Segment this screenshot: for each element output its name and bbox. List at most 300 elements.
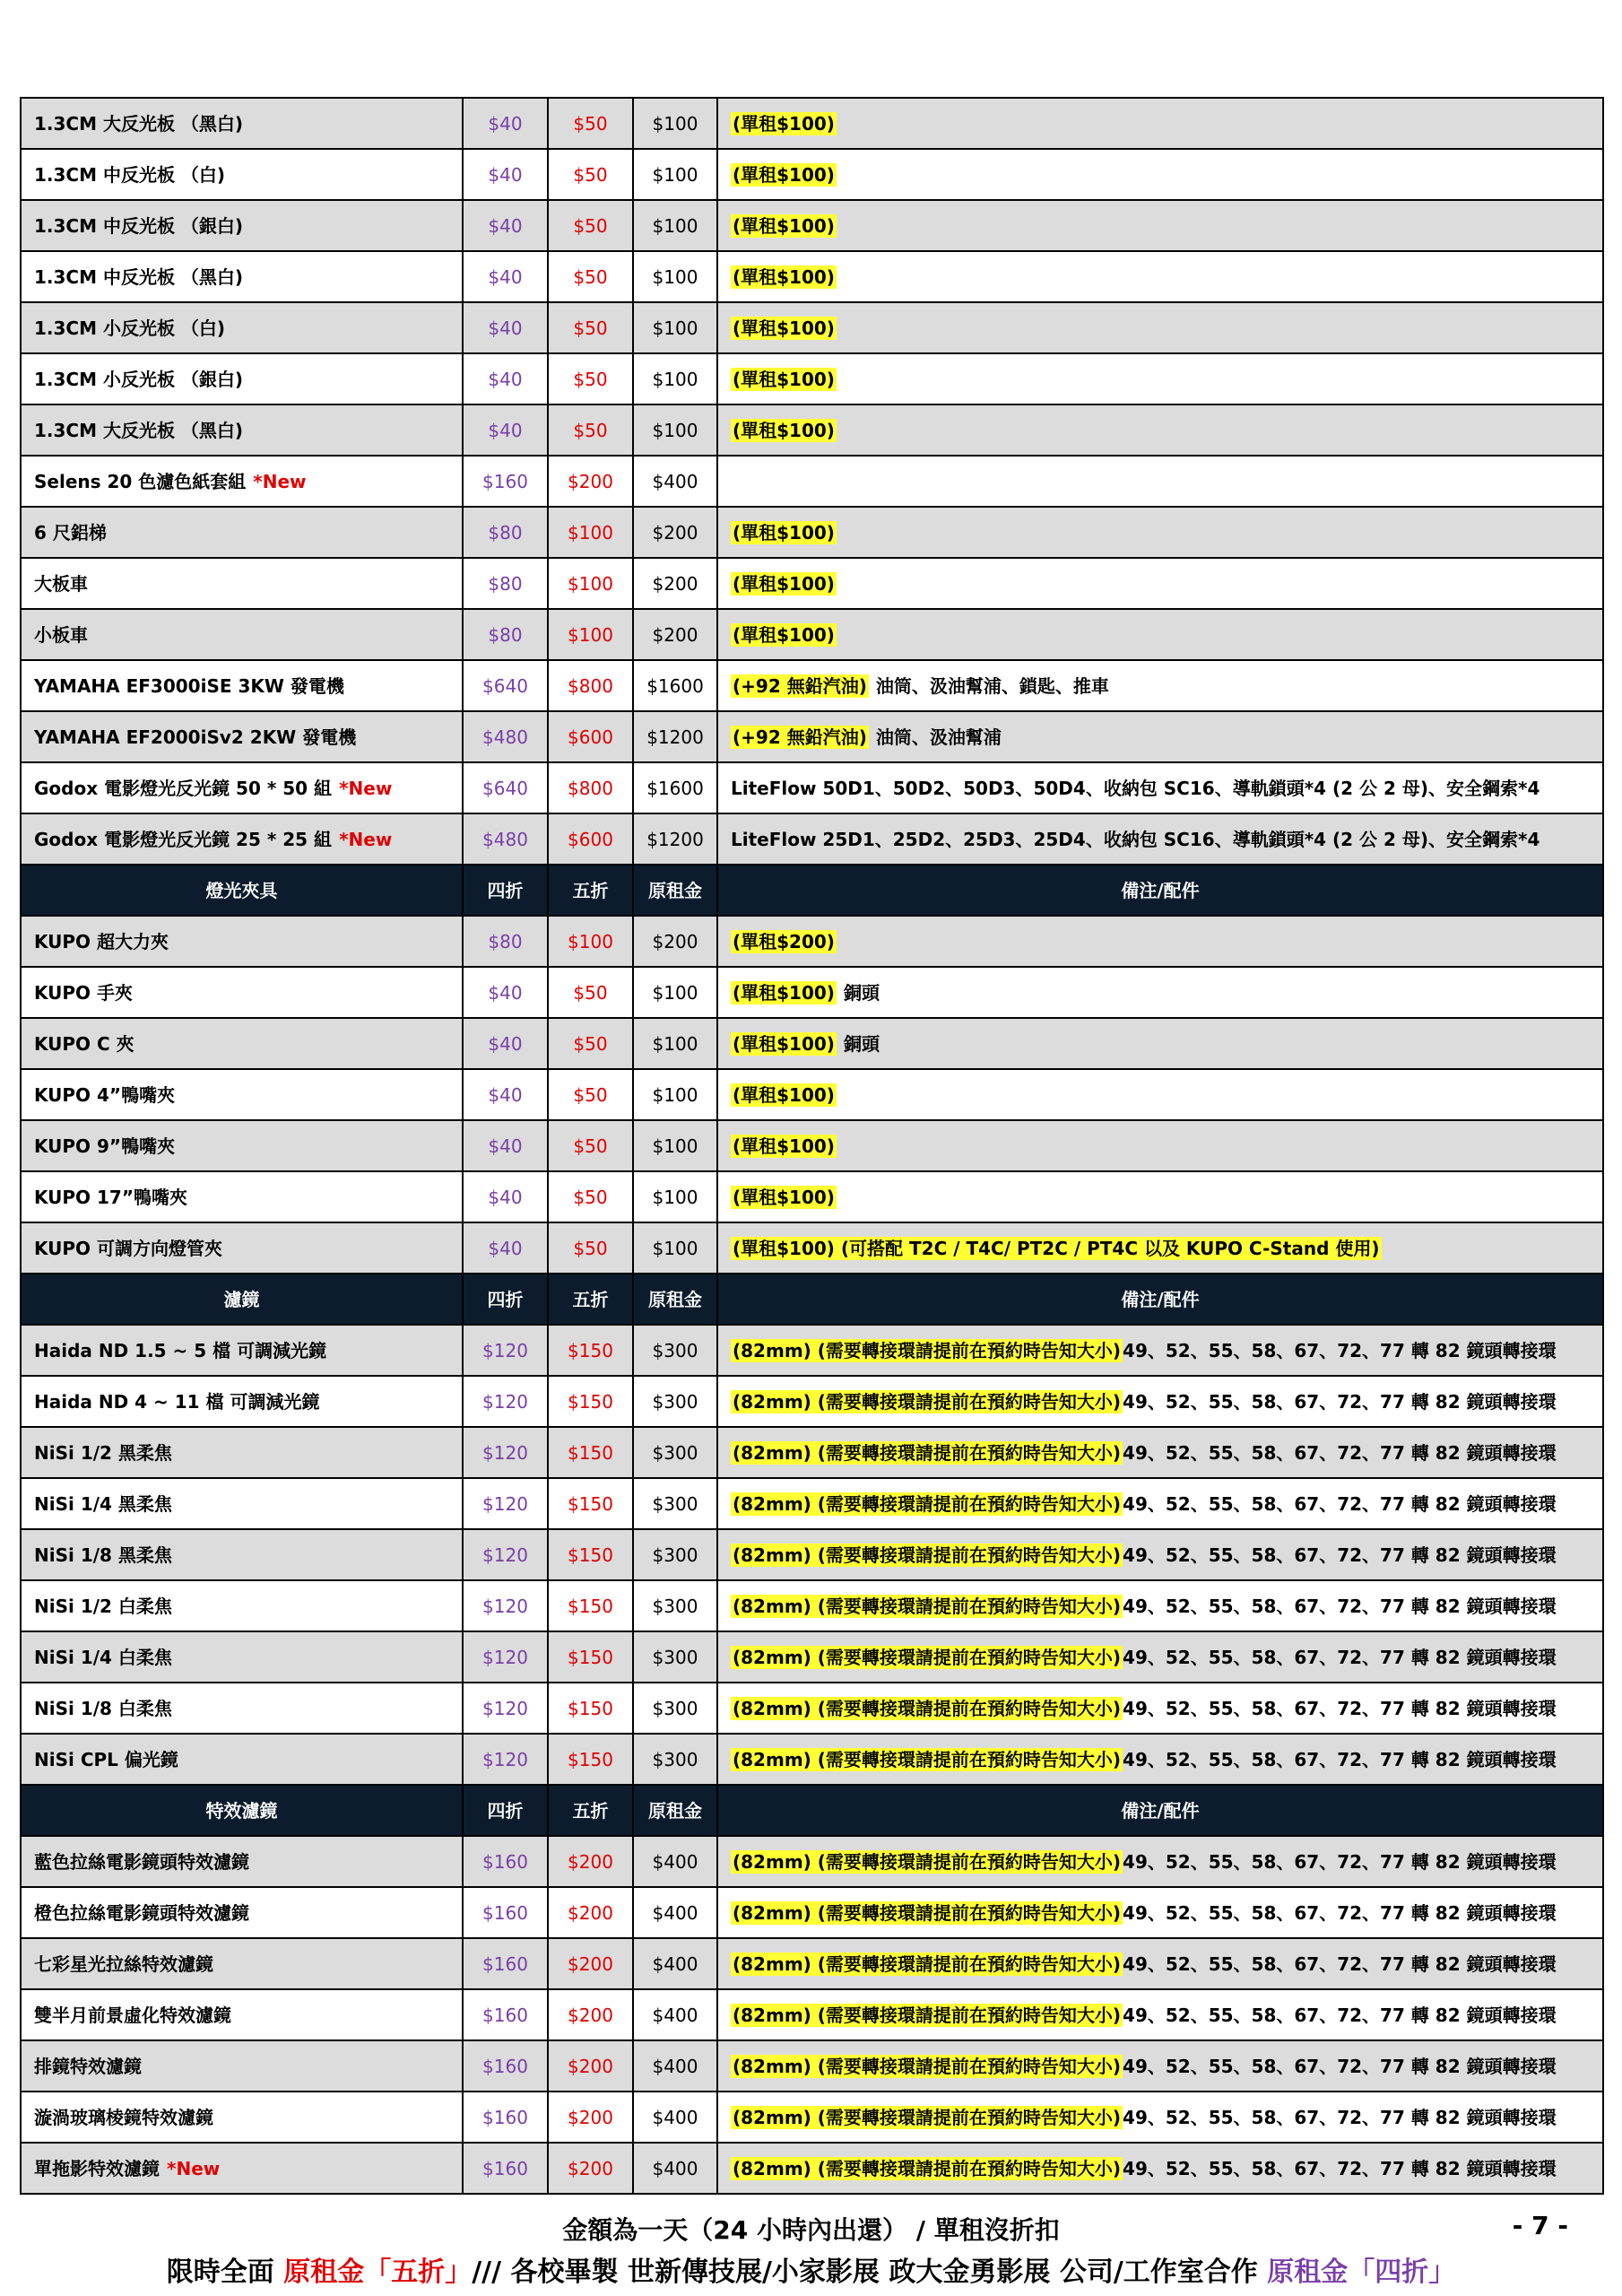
price-40-percent: $40	[463, 967, 548, 1018]
price-40-percent: $80	[463, 916, 548, 967]
notes-cell	[717, 1631, 1603, 1683]
price-50-percent: $100	[548, 916, 633, 967]
highlighted-note: (82mm) (需要轉接環請提前在預約時告知大小)	[733, 2055, 1122, 2077]
table-row	[21, 711, 1603, 762]
price-50-percent: $150	[548, 1734, 633, 1785]
table-row	[21, 660, 1603, 711]
item-name: KUPO C 夾	[34, 1032, 134, 1055]
price-40-percent: $160	[463, 1989, 548, 2040]
column-header-original-price: 原租金	[633, 865, 717, 916]
price-50-percent: $200	[548, 1938, 633, 1989]
notes-cell	[717, 1376, 1603, 1427]
item-name-cell	[21, 1376, 463, 1427]
price-50-percent: $100	[548, 507, 633, 558]
notes-cell	[717, 609, 1603, 660]
table-row	[21, 1427, 1603, 1478]
item-name-cell	[21, 1222, 463, 1274]
price-50-percent: $200	[548, 456, 633, 507]
price-40-percent: $120	[463, 1580, 548, 1631]
table-row	[21, 302, 1603, 353]
item-name-cell	[21, 1734, 463, 1785]
notes-cell	[717, 2143, 1603, 2194]
price-40-percent: $480	[463, 813, 548, 865]
price-40-percent: $160	[463, 1836, 548, 1887]
price-50-percent: $150	[548, 1478, 633, 1529]
price-50-percent: $200	[548, 2143, 633, 2194]
table-row	[21, 1478, 1603, 1529]
highlighted-note: (82mm) (需要轉接環請提前在預約時告知大小)	[733, 1901, 1122, 1924]
column-header-40-percent: 四折	[463, 1274, 548, 1325]
item-name-cell	[21, 2040, 463, 2092]
item-name: 1.3CM 中反光板 （黑白)	[34, 265, 244, 288]
notes-cell	[717, 711, 1603, 762]
notes-cell	[717, 98, 1603, 149]
column-header-original-price: 原租金	[633, 1785, 717, 1836]
price-40-percent: $160	[463, 2040, 548, 2092]
price-original: $400	[633, 2092, 717, 2143]
table-body	[21, 98, 1603, 2194]
price-40-percent: $40	[463, 1018, 548, 1069]
item-name: KUPO 可調方向燈管夾	[34, 1237, 223, 1259]
accessory-note: 油筒、汲油幫浦	[875, 726, 1002, 748]
highlighted-note: (單租$100)	[733, 368, 835, 390]
item-name-cell	[21, 1836, 463, 1887]
notes-cell	[717, 1836, 1603, 1887]
item-name: 雙半月前景虛化特效濾鏡	[34, 2004, 231, 2026]
notes-cell	[717, 404, 1603, 456]
price-original: $400	[633, 2040, 717, 2092]
price-original: $200	[633, 916, 717, 967]
item-name: 小板車	[34, 623, 88, 646]
item-name: KUPO 9”鴨嘴夾	[34, 1135, 176, 1157]
price-50-percent: $150	[548, 1427, 633, 1478]
notes-cell	[717, 1989, 1603, 2040]
item-name-cell	[21, 251, 463, 302]
accessory-note: 銅頭	[843, 1032, 880, 1055]
table-row	[21, 1376, 1603, 1427]
notes-cell	[717, 149, 1603, 200]
price-40-percent: $120	[463, 1376, 548, 1427]
section-title: 燈光夾具	[21, 865, 463, 916]
price-original: $400	[633, 1989, 717, 2040]
price-original: $300	[633, 1325, 717, 1376]
notes-cell	[717, 558, 1603, 609]
accessory-note: LiteFlow 50D1、50D2、50D3、50D4、收納包 SC16、導軌鎖頭*4 (2 公 2 母)、安全鋼索*4	[731, 777, 1540, 799]
table-row	[21, 1989, 1603, 2040]
notes-cell	[717, 813, 1603, 865]
notes-cell	[717, 456, 1603, 507]
price-40-percent: $640	[463, 660, 548, 711]
new-badge: *New	[167, 2157, 221, 2179]
highlighted-note: (82mm) (需要轉接環請提前在預約時告知大小)	[733, 1441, 1122, 1464]
price-40-percent: $40	[463, 251, 548, 302]
section-title: 濾鏡	[21, 1274, 463, 1325]
page-number: - 7 -	[1512, 2211, 1568, 2240]
highlighted-note: (單租$100)	[733, 981, 835, 1004]
price-50-percent: $150	[548, 1325, 633, 1376]
table-row	[21, 98, 1603, 149]
item-name-cell	[21, 149, 463, 200]
price-40-percent: $120	[463, 1734, 548, 1785]
highlighted-note: (單租$100)	[733, 112, 835, 135]
table-row	[21, 2143, 1603, 2194]
notes-cell	[717, 251, 1603, 302]
price-original: $100	[633, 251, 717, 302]
price-40-percent: $40	[463, 1171, 548, 1222]
table-row	[21, 1171, 1603, 1222]
price-original: $100	[633, 302, 717, 353]
price-original: $100	[633, 1018, 717, 1069]
item-name: NiSi 1/2 白柔焦	[34, 1595, 172, 1617]
item-name: 1.3CM 中反光板 （銀白)	[34, 214, 244, 237]
table-row	[21, 1938, 1603, 1989]
item-name: 1.3CM 中反光板 （白)	[34, 163, 226, 186]
price-40-percent: $120	[463, 1683, 548, 1734]
highlighted-note: (+92 無鉛汽油)	[733, 674, 867, 697]
price-50-percent: $200	[548, 2092, 633, 2143]
price-40-percent: $120	[463, 1529, 548, 1580]
accessory-note: 銅頭	[843, 981, 880, 1004]
accessory-note: LiteFlow 25D1、25D2、25D3、25D4、收納包 SC16、導軌鎖頭*4 (2 公 2 母)、安全鋼索*4	[731, 828, 1540, 850]
item-name: KUPO 超大力夾	[34, 930, 169, 952]
notes-cell	[717, 1938, 1603, 1989]
notes-cell	[717, 200, 1603, 251]
table-row	[21, 1734, 1603, 1785]
footer-promotion	[0, 2249, 1622, 2289]
item-name: NiSi 1/4 白柔焦	[34, 1646, 172, 1668]
price-original: $300	[633, 1631, 717, 1683]
notes-cell	[717, 967, 1603, 1018]
price-original: $100	[633, 353, 717, 404]
item-name-cell	[21, 916, 463, 967]
highlighted-note: (82mm) (需要轉接環請提前在預約時告知大小)	[733, 1850, 1122, 1873]
item-name-cell	[21, 967, 463, 1018]
item-name-cell	[21, 1325, 463, 1376]
item-name: 排鏡特效濾鏡	[34, 2055, 142, 2077]
item-name-cell	[21, 813, 463, 865]
highlighted-note: (82mm) (需要轉接環請提前在預約時告知大小)	[733, 1646, 1122, 1668]
price-original: $400	[633, 2143, 717, 2194]
column-header-40-percent: 四折	[463, 1785, 548, 1836]
table-row	[21, 1069, 1603, 1120]
price-50-percent: $100	[548, 609, 633, 660]
highlighted-note: (單租$100)	[733, 163, 835, 186]
item-name: 1.3CM 小反光板 （白)	[34, 317, 226, 339]
notes-cell	[717, 1580, 1603, 1631]
accessory-note: 49、52、55、58、67、72、77 轉 82 鏡頭轉接環	[1123, 1748, 1557, 1770]
item-name-cell	[21, 2143, 463, 2194]
item-name-cell	[21, 507, 463, 558]
item-name-cell	[21, 1529, 463, 1580]
notes-cell	[717, 1887, 1603, 1938]
price-original: $200	[633, 558, 717, 609]
price-50-percent: $50	[548, 251, 633, 302]
footer-rental-terms: 金額為一天（24 小時內出還） / 單租沒折扣	[562, 2215, 1060, 2245]
accessory-note: 49、52、55、58、67、72、77 轉 82 鏡頭轉接環	[1123, 1595, 1557, 1617]
price-40-percent: $40	[463, 1120, 548, 1171]
promo-fifty-percent: 原租金「五折」	[283, 2257, 473, 2288]
notes-cell	[717, 1120, 1603, 1171]
item-name-cell	[21, 711, 463, 762]
price-50-percent: $50	[548, 404, 633, 456]
highlighted-note: (82mm) (需要轉接環請提前在預約時告知大小)	[733, 1544, 1122, 1566]
highlighted-note: (單租$100)	[733, 1032, 835, 1055]
promo-text-middle: /// 各校畢製 世新傳技展/小家影展 政大金勇影展 公司/工作室合作	[472, 2257, 1268, 2288]
price-50-percent: $200	[548, 1989, 633, 2040]
highlighted-note: (單租$100)	[733, 521, 835, 544]
notes-cell	[717, 1427, 1603, 1478]
item-name: Godox 電影燈光反光鏡 50 * 50 組	[34, 777, 333, 799]
highlighted-note: (單租$100)	[733, 265, 835, 288]
accessory-note: 49、52、55、58、67、72、77 轉 82 鏡頭轉接環	[1123, 2004, 1557, 2026]
item-name-cell	[21, 302, 463, 353]
item-name: 漩渦玻璃棱鏡特效濾鏡	[34, 2106, 213, 2128]
table-row	[21, 813, 1603, 865]
price-40-percent: $40	[463, 98, 548, 149]
price-50-percent: $150	[548, 1529, 633, 1580]
section-title: 特效濾鏡	[21, 1785, 463, 1836]
item-name-cell	[21, 1683, 463, 1734]
highlighted-note: (單租$200)	[733, 930, 835, 952]
highlighted-note: (單租$100)	[733, 623, 835, 646]
item-name: KUPO 17”鴨嘴夾	[34, 1186, 187, 1208]
new-badge: *New	[339, 777, 393, 799]
notes-cell	[717, 916, 1603, 967]
highlighted-note: (82mm) (需要轉接環請提前在預約時告知大小)	[733, 2157, 1122, 2179]
item-name: Selens 20 色濾色紙套組	[34, 470, 247, 492]
price-original: $1200	[633, 711, 717, 762]
item-name-cell	[21, 200, 463, 251]
price-50-percent: $100	[548, 558, 633, 609]
notes-cell	[717, 1683, 1603, 1734]
table-row	[21, 1529, 1603, 1580]
price-original: $200	[633, 507, 717, 558]
price-40-percent: $80	[463, 558, 548, 609]
table-row	[21, 1120, 1603, 1171]
item-name-cell	[21, 1938, 463, 1989]
price-50-percent: $600	[548, 711, 633, 762]
notes-cell	[717, 2092, 1603, 2143]
item-name: 單拖影特效濾鏡	[34, 2157, 160, 2179]
price-40-percent: $40	[463, 149, 548, 200]
price-40-percent: $160	[463, 2092, 548, 2143]
highlighted-note: (單租$100)	[733, 317, 835, 339]
item-name-cell	[21, 609, 463, 660]
column-header-notes: 備注/配件	[717, 1785, 1603, 1836]
price-original: $100	[633, 967, 717, 1018]
new-badge: *New	[253, 470, 307, 492]
table-row	[21, 1222, 1603, 1274]
promo-forty-percent: 原租金「四折」	[1267, 2257, 1456, 2288]
price-50-percent: $50	[548, 1120, 633, 1171]
price-50-percent: $50	[548, 353, 633, 404]
accessory-note: 49、52、55、58、67、72、77 轉 82 鏡頭轉接環	[1123, 1901, 1557, 1924]
promo-text-start: 限時全面	[166, 2257, 284, 2288]
table-row	[21, 1683, 1603, 1734]
accessory-note: 49、52、55、58、67、72、77 轉 82 鏡頭轉接環	[1123, 2106, 1557, 2128]
item-name-cell	[21, 1580, 463, 1631]
accessory-note: 49、52、55、58、67、72、77 轉 82 鏡頭轉接環	[1123, 1952, 1557, 1975]
price-50-percent: $150	[548, 1580, 633, 1631]
notes-cell	[717, 507, 1603, 558]
rental-price-table	[20, 97, 1604, 2195]
highlighted-note: (82mm) (需要轉接環請提前在預約時告知大小)	[733, 1952, 1122, 1975]
price-original: $100	[633, 98, 717, 149]
price-original: $300	[633, 1529, 717, 1580]
notes-cell	[717, 1325, 1603, 1376]
price-original: $100	[633, 200, 717, 251]
table-row	[21, 1018, 1603, 1069]
notes-cell	[717, 1222, 1603, 1274]
column-header-notes: 備注/配件	[717, 865, 1603, 916]
item-name: NiSi 1/8 黑柔焦	[34, 1544, 172, 1566]
price-original: $100	[633, 1069, 717, 1120]
section-header-row	[21, 1785, 1603, 1836]
accessory-note: 49、52、55、58、67、72、77 轉 82 鏡頭轉接環	[1123, 1441, 1557, 1464]
price-50-percent: $50	[548, 149, 633, 200]
item-name: Haida ND 1.5 ~ 5 檔 可調減光鏡	[34, 1339, 327, 1361]
item-name: 藍色拉絲電影鏡頭特效濾鏡	[34, 1850, 249, 1873]
item-name: Haida ND 4 ~ 11 檔 可調減光鏡	[34, 1390, 320, 1413]
item-name: NiSi 1/8 白柔焦	[34, 1697, 172, 1719]
item-name-cell	[21, 558, 463, 609]
accessory-note: 49、52、55、58、67、72、77 轉 82 鏡頭轉接環	[1123, 1492, 1557, 1515]
section-header-row	[21, 865, 1603, 916]
highlighted-note: (單租$100)	[733, 572, 835, 595]
highlighted-note: (單租$100) (可搭配 T2C / T4C/ PT2C / PT4C 以及 KUPO C-Stand 使用)	[733, 1237, 1380, 1259]
price-40-percent: $120	[463, 1325, 548, 1376]
price-original: $300	[633, 1478, 717, 1529]
price-40-percent: $40	[463, 1069, 548, 1120]
notes-cell	[717, 1171, 1603, 1222]
notes-cell	[717, 762, 1603, 813]
table-row	[21, 1325, 1603, 1376]
price-50-percent: $800	[548, 660, 633, 711]
price-50-percent: $50	[548, 98, 633, 149]
price-original: $1600	[633, 660, 717, 711]
highlighted-note: (82mm) (需要轉接環請提前在預約時告知大小)	[733, 1390, 1122, 1413]
column-header-50-percent: 五折	[548, 865, 633, 916]
price-50-percent: $200	[548, 1887, 633, 1938]
accessory-note: 49、52、55、58、67、72、77 轉 82 鏡頭轉接環	[1123, 1697, 1557, 1719]
price-40-percent: $80	[463, 507, 548, 558]
item-name: YAMAHA EF3000iSE 3KW 發電機	[34, 674, 344, 697]
highlighted-note: (單租$100)	[733, 1083, 835, 1106]
price-40-percent: $160	[463, 2143, 548, 2194]
table-row	[21, 200, 1603, 251]
item-name: 1.3CM 大反光板 （黑白)	[34, 112, 244, 135]
price-original: $300	[633, 1683, 717, 1734]
price-original: $100	[633, 404, 717, 456]
item-name: 6 尺鋁梯	[34, 521, 107, 544]
item-name-cell	[21, 762, 463, 813]
price-40-percent: $40	[463, 302, 548, 353]
table-row	[21, 916, 1603, 967]
price-50-percent: $50	[548, 1069, 633, 1120]
table-row	[21, 149, 1603, 200]
highlighted-note: (82mm) (需要轉接環請提前在預約時告知大小)	[733, 2106, 1122, 2128]
price-original: $400	[633, 1938, 717, 1989]
highlighted-note: (82mm) (需要轉接環請提前在預約時告知大小)	[733, 2004, 1122, 2026]
item-name: 橙色拉絲電影鏡頭特效濾鏡	[34, 1901, 249, 1924]
item-name-cell	[21, 1887, 463, 1938]
table-row	[21, 1836, 1603, 1887]
price-40-percent: $160	[463, 1887, 548, 1938]
price-50-percent: $150	[548, 1683, 633, 1734]
accessory-note: 49、52、55、58、67、72、77 轉 82 鏡頭轉接環	[1123, 2055, 1557, 2077]
table-row	[21, 2040, 1603, 2092]
price-original: $1600	[633, 762, 717, 813]
price-original: $300	[633, 1580, 717, 1631]
item-name: KUPO 4”鴨嘴夾	[34, 1083, 176, 1106]
item-name-cell	[21, 660, 463, 711]
price-original: $400	[633, 1887, 717, 1938]
new-badge: *New	[339, 828, 393, 850]
item-name: 七彩星光拉絲特效濾鏡	[34, 1952, 213, 1975]
price-40-percent: $80	[463, 609, 548, 660]
price-40-percent: $120	[463, 1631, 548, 1683]
accessory-note: 49、52、55、58、67、72、77 轉 82 鏡頭轉接環	[1123, 1390, 1557, 1413]
table-row	[21, 558, 1603, 609]
price-original: $100	[633, 149, 717, 200]
table-row	[21, 2092, 1603, 2143]
item-name-cell	[21, 2092, 463, 2143]
table-row	[21, 1631, 1603, 1683]
item-name-cell	[21, 404, 463, 456]
highlighted-note: (+92 無鉛汽油)	[733, 726, 867, 748]
notes-cell	[717, 1069, 1603, 1120]
highlighted-note: (單租$100)	[733, 1135, 835, 1157]
item-name: 1.3CM 小反光板 （銀白)	[34, 368, 244, 390]
column-header-40-percent: 四折	[463, 865, 548, 916]
table-row	[21, 1580, 1603, 1631]
highlighted-note: (單租$100)	[733, 214, 835, 237]
item-name-cell	[21, 456, 463, 507]
notes-cell	[717, 302, 1603, 353]
highlighted-note: (單租$100)	[733, 1186, 835, 1208]
notes-cell	[717, 1478, 1603, 1529]
item-name: NiSi 1/4 黑柔焦	[34, 1492, 172, 1515]
item-name: 大板車	[34, 572, 88, 595]
notes-cell	[717, 2040, 1603, 2092]
price-40-percent: $160	[463, 456, 548, 507]
highlighted-note: (82mm) (需要轉接環請提前在預約時告知大小)	[733, 1339, 1122, 1361]
notes-cell	[717, 1734, 1603, 1785]
table-row	[21, 456, 1603, 507]
price-50-percent: $50	[548, 302, 633, 353]
table-row	[21, 967, 1603, 1018]
price-40-percent: $160	[463, 1938, 548, 1989]
item-name-cell	[21, 353, 463, 404]
price-40-percent: $120	[463, 1478, 548, 1529]
item-name: Godox 電影燈光反光鏡 25 * 25 組	[34, 828, 333, 850]
section-header-row	[21, 1274, 1603, 1325]
highlighted-note: (82mm) (需要轉接環請提前在預約時告知大小)	[733, 1748, 1122, 1770]
price-40-percent: $120	[463, 1427, 548, 1478]
price-40-percent: $40	[463, 353, 548, 404]
highlighted-note: (82mm) (需要轉接環請提前在預約時告知大小)	[733, 1492, 1122, 1515]
table-row	[21, 353, 1603, 404]
highlighted-note: (82mm) (需要轉接環請提前在預約時告知大小)	[733, 1697, 1122, 1719]
accessory-note: 49、52、55、58、67、72、77 轉 82 鏡頭轉接環	[1123, 1850, 1557, 1873]
notes-cell	[717, 660, 1603, 711]
price-50-percent: $800	[548, 762, 633, 813]
price-original: $100	[633, 1222, 717, 1274]
item-name: YAMAHA EF2000iSv2 2KW 發電機	[34, 726, 357, 748]
table-row	[21, 404, 1603, 456]
notes-cell	[717, 1018, 1603, 1069]
price-original: $200	[633, 609, 717, 660]
